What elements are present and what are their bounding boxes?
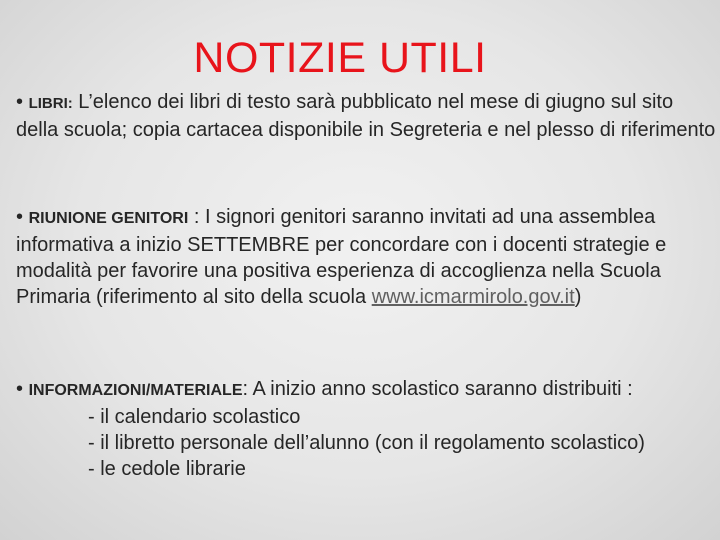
bullet-marker: •	[16, 378, 24, 400]
bullet-marker: •	[16, 91, 24, 113]
bullet-libri	[16, 89, 716, 143]
bullet-informazioni-line	[16, 376, 716, 404]
bullet-text-riunione-end: )	[574, 286, 582, 308]
bullet-text-riunione: : I signori genitori saranno invitati ad una assemblea informativa a inizio SETTEMBRE per concordare con i docenti strategie e modalità per favorire una positiva esperienza di accoglienza nella Scuola Primaria (riferimento al sito della scuola	[16, 206, 667, 308]
materials-list	[16, 404, 716, 482]
list-item: - le cedole librarie	[88, 458, 246, 480]
bullet-riunione-genitori	[16, 204, 716, 310]
bullet-marker: •	[16, 206, 24, 228]
list-item: - il calendario scolastico	[88, 406, 301, 428]
bullet-informazioni	[16, 376, 716, 482]
bullet-label-riunione: RIUNIONE GENITORI	[28, 210, 189, 227]
bullet-label-informazioni: INFORMAZIONI/MATERIALE	[28, 382, 243, 399]
school-website-link[interactable]: www.icmarmirolo.gov.it	[371, 286, 575, 308]
list-item: - il libretto personale dell’alunno (con il regolamento scolastico)	[88, 432, 645, 454]
bullet-text-libri: L’elenco dei libri di testo sarà pubblicato nel mese di giugno sul sito della scuola; copia cartacea disponibile in Segreteria e nel plesso di riferimento	[16, 91, 716, 141]
page-title: NOTIZIE UTILI	[193, 34, 487, 82]
bullet-text-informazioni: : A inizio anno scolastico saranno distribuiti :	[242, 378, 633, 400]
bullet-label-libri: LIBRI:	[28, 95, 73, 112]
